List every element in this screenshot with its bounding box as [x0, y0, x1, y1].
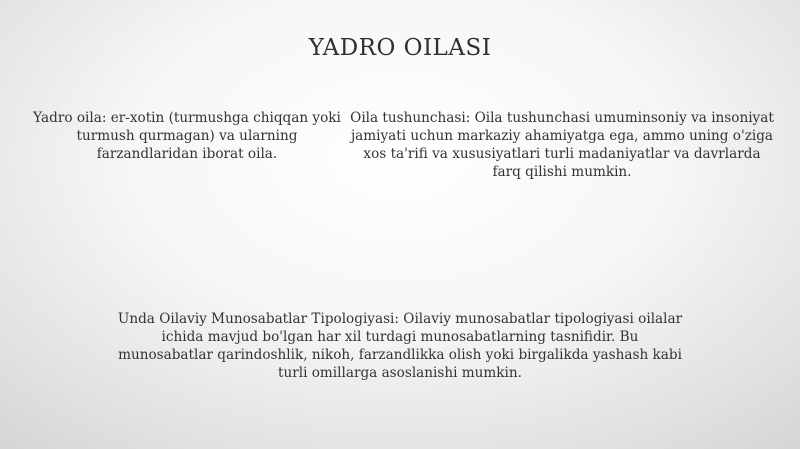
left-text-block: Yadro oila: er-xotin (turmushga chiqqan yoki turmush qurmagan) va ularning farzandlaridan iborat oila.: [33, 110, 341, 162]
right-text-block: Oila tushunchasi: Oila tushunchasi umuminsoniy va insoniyat jamiyati uchun markaziy ahamiyatga ega, ammo uning o'ziga xos ta'rifi va xususiyatlari turli madaniyatlar va davrlarda farq qilishi mumkin.: [350, 110, 774, 180]
bottom-text-block: Unda Oilaviy Munosabatlar Tipologiyasi: Oilaviy munosabatlar tipologiyasi oilalar ichida mavjud bo'lgan har xil turdagi munosabatlarning tasnifidir. Bu munosabatlar qarindoshlik, nikoh, farzandlikka olish yoki birgalikda yashash kabi turli omillarga asoslanishi mumkin.: [117, 311, 683, 381]
slide-title: YADRO OILASI: [308, 35, 492, 61]
